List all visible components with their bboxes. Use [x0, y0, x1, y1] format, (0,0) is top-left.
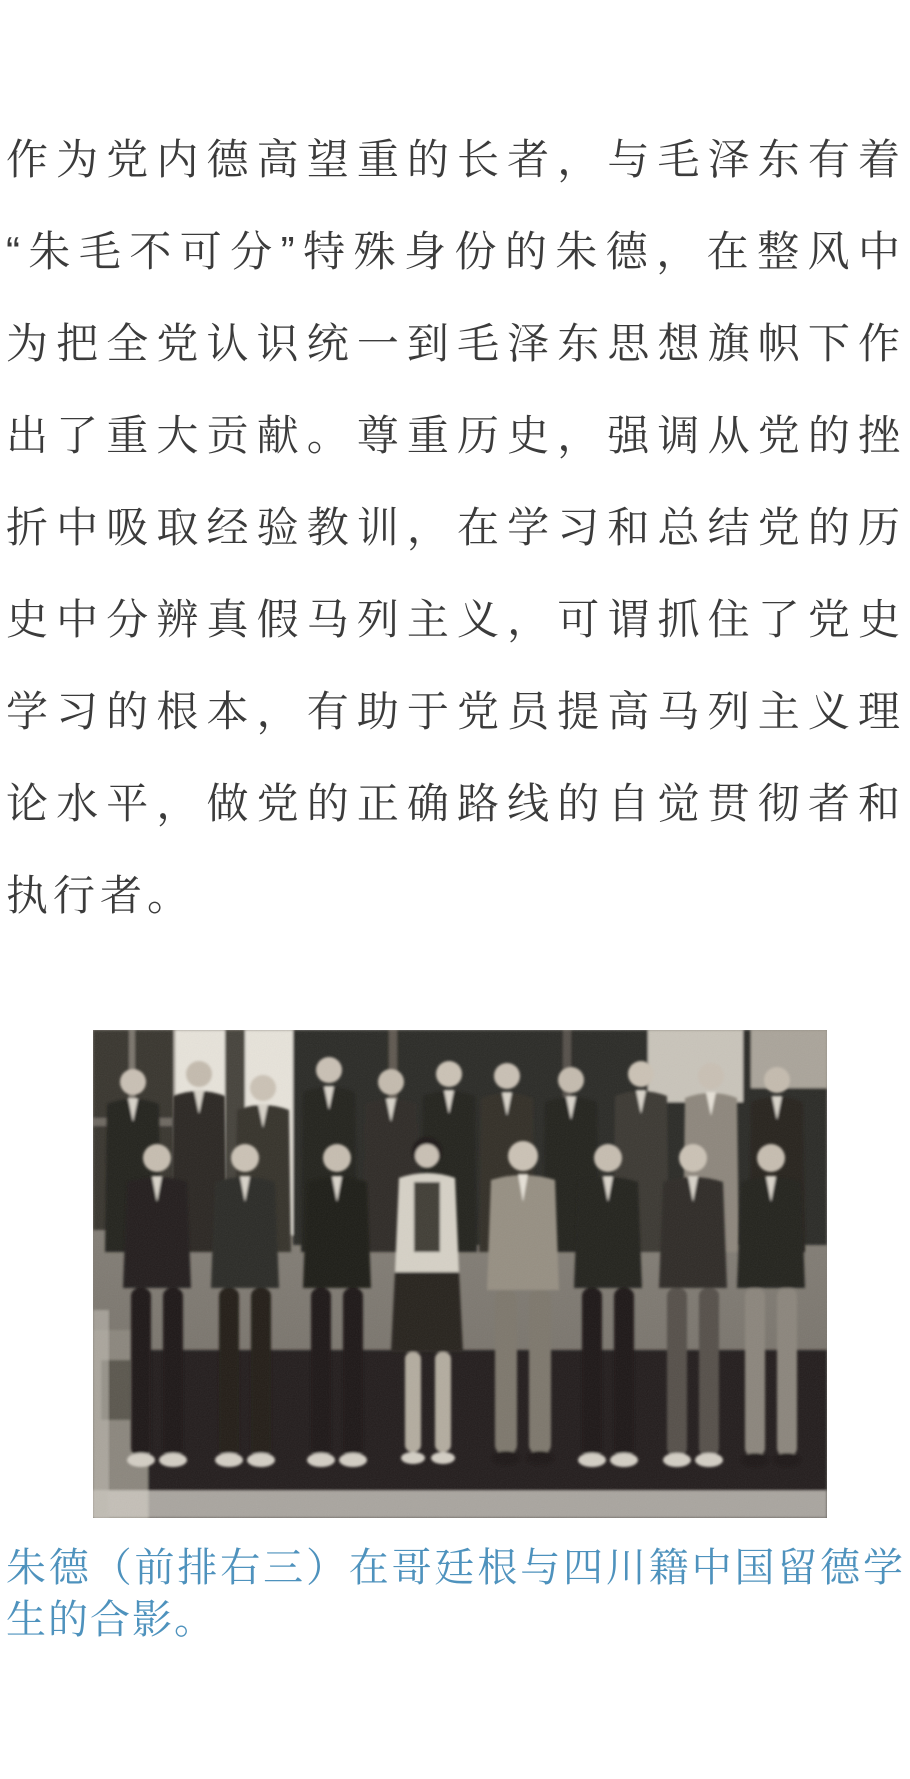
- caption-line-1: 朱德（前排右三）在哥廷根与四川籍中国留德学: [6, 1546, 905, 1590]
- caption-line-2: 生的合影。: [6, 1598, 216, 1642]
- article-line: 执行者。: [6, 872, 195, 919]
- article-line: 出了重大贡献。尊重历史，强调从党的挫: [6, 412, 905, 459]
- article-line: 作为党内德高望重的长者，与毛泽东有着: [6, 136, 905, 183]
- article-body: [6, 114, 905, 942]
- group-photo[interactable]: [93, 1030, 827, 1518]
- group-photo-image: [93, 1030, 827, 1518]
- article-line: 学习的根本，有助于党员提高马列主义理: [6, 688, 905, 735]
- article-line: 折中吸取经验教训，在学习和总结党的历: [6, 504, 905, 551]
- article-line: 论水平，做党的正确路线的自觉贯彻者和: [6, 780, 905, 827]
- article-line: “朱毛不可分”特殊身份的朱德，在整风中: [6, 228, 905, 275]
- photo-caption: [6, 1542, 905, 1646]
- article-line: 为把全党认识统一到毛泽东思想旗帜下作: [6, 320, 905, 367]
- article-line: 史中分辨真假马列主义，可谓抓住了党史: [6, 596, 905, 643]
